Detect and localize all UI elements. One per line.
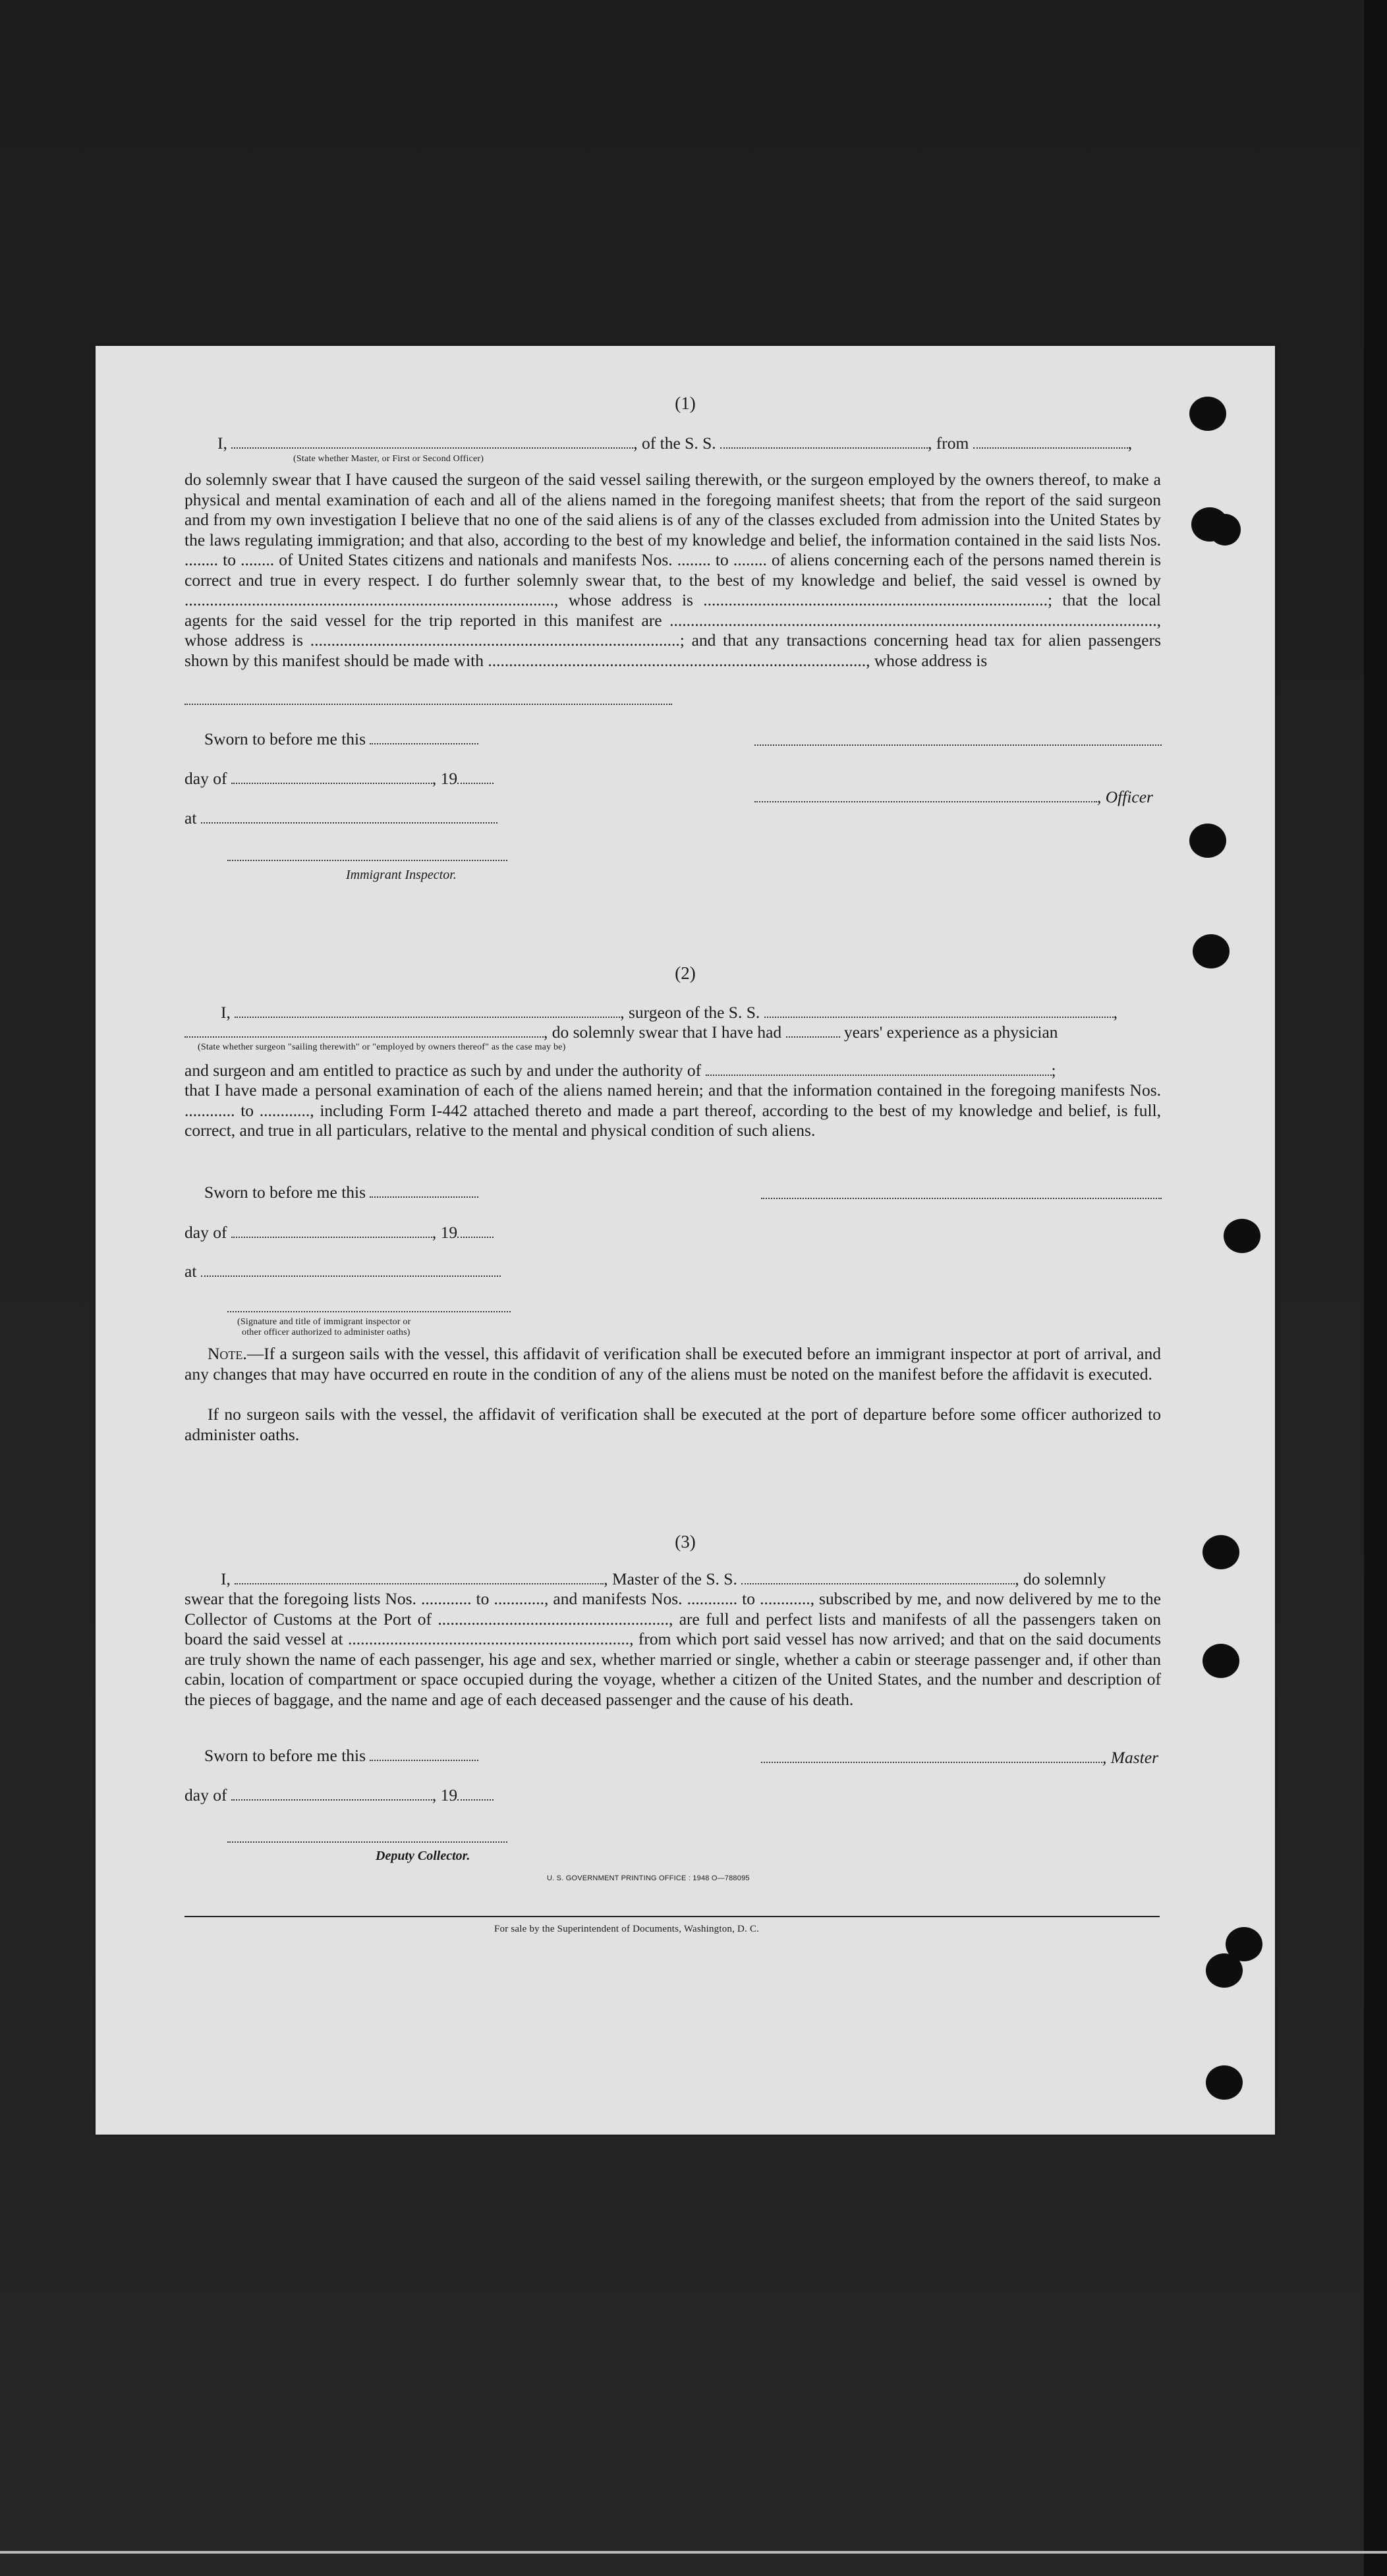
s2-sig-note-1: (Signature and title of immigrant inspector or bbox=[237, 1317, 411, 1327]
s2-authority-end: ; bbox=[1051, 1061, 1056, 1080]
s2-line-1 bbox=[221, 1003, 1118, 1022]
s3-sworn-label: Sworn to before me this bbox=[204, 1746, 366, 1765]
s1-year-label: , 19 bbox=[432, 769, 458, 788]
section-2-number: (2) bbox=[675, 963, 696, 983]
s1-of-ss-label: , of the S. S. bbox=[633, 434, 716, 453]
s1-at-label: at bbox=[184, 808, 197, 827]
s2-sig-note-2: other officer authorized to administer oaths) bbox=[242, 1328, 410, 1337]
affidavit-page bbox=[96, 346, 1275, 2135]
s2-surgeon-label: , surgeon of the S. S. bbox=[620, 1003, 760, 1022]
s1-at-line bbox=[184, 808, 497, 828]
s1-officer-label: , Officer bbox=[1097, 787, 1153, 806]
s1-i-label: I, bbox=[217, 434, 227, 453]
s3-i-label: I, bbox=[221, 1569, 231, 1588]
s2-note-label: Note. bbox=[208, 1344, 247, 1363]
s1-oath-paragraph: do solemnly swear that I have caused the surgeon of the said vessel sailing therewith, or the surgeon employed by the owners thereof, to make a physical and mental examination of each and all of the aliens named in the foregoing manifest sheets; that from the report of the said surgeon and from my own investigation I believe that no one of the said aliens is of any of the classes excluded from admission into the United States by the laws regulating immigration; and that also, according to the best of my knowledge and belief, the information contained in the said lists Nos. ........ to ........ of United States citizens and nationals and manifests Nos. ........ to ........ of aliens concerning each of the persons named therein is correct and true in every respect. I do further solemnly swear that, to the best of my knowledge and belief, the said vessel is owned by ........................................................................................, whose address is ..................................................................................; that the local agents for the said vessel for the trip reported in this manifest are ...................................................................................................................., whose address is ........................................................................................; and that any transactions concerning head tax for alien passengers shown by this manifest should be made with .........................................................................................., whose address is bbox=[184, 470, 1161, 670]
s1-vessel-blank[interactable] bbox=[720, 435, 928, 449]
s2-sworn-blank[interactable] bbox=[370, 1185, 478, 1198]
s3-day-label: day of bbox=[184, 1785, 227, 1805]
s1-line-end: , bbox=[1127, 434, 1133, 453]
s2-note-1 bbox=[184, 1344, 1161, 1384]
s2-vessel-blank[interactable] bbox=[764, 1005, 1114, 1018]
s2-authority-line bbox=[184, 1061, 1056, 1080]
gpo-imprint: U. S. GOVERNMENT PRINTING OFFICE : 1948 O—788095 bbox=[547, 1874, 750, 1882]
section-3-number: (3) bbox=[675, 1532, 696, 1552]
scanner-edge bbox=[1364, 0, 1387, 2576]
s3-sworn-blank[interactable] bbox=[370, 1748, 478, 1761]
s2-signature-blank[interactable] bbox=[761, 1198, 1162, 1199]
s3-master-name-blank[interactable] bbox=[235, 1571, 604, 1584]
s1-inspector-signature-blank[interactable] bbox=[227, 860, 507, 861]
s2-sub-note: (State whether surgeon "sailing therewith" or "employed by owners thereof" as the case may be) bbox=[198, 1042, 566, 1052]
s2-note-1-text: —If a surgeon sails with the vessel, this affidavit of verification shall be executed before an immigrant inspector at port of arrival, and any changes that may have occurred en route in the condition of any of the aliens must be noted on the manifest before the affidavit is executed. bbox=[184, 1344, 1161, 1384]
s3-vessel-blank[interactable] bbox=[741, 1571, 1015, 1584]
s3-year-label: , 19 bbox=[432, 1785, 458, 1805]
section-1-line-1 bbox=[217, 434, 1132, 453]
punch-hole bbox=[1206, 2065, 1243, 2100]
punch-hole bbox=[1189, 824, 1226, 858]
s2-day-label: day of bbox=[184, 1223, 227, 1242]
s2-authority-blank[interactable] bbox=[706, 1063, 1052, 1076]
s2-at-line bbox=[184, 1262, 501, 1281]
s2-day-line bbox=[184, 1223, 494, 1243]
s2-year-blank[interactable] bbox=[457, 1225, 494, 1238]
s3-line-1 bbox=[221, 1569, 1106, 1589]
s3-master-label: , Master of the S. S. bbox=[604, 1569, 737, 1588]
punch-hole bbox=[1203, 1644, 1239, 1678]
s3-deputy-title: Deputy Collector. bbox=[376, 1849, 470, 1863]
s2-at-label: at bbox=[184, 1262, 197, 1281]
s1-day-label: day of bbox=[184, 769, 227, 788]
s1-officer-blank[interactable] bbox=[754, 789, 1097, 802]
s1-sub-note: (State whether Master, or First or Second Officer) bbox=[293, 454, 484, 464]
s1-at-blank[interactable] bbox=[201, 810, 497, 824]
s1-officer-name-blank[interactable] bbox=[231, 435, 633, 449]
s2-day-blank[interactable] bbox=[231, 1225, 432, 1238]
s1-address-blank[interactable] bbox=[184, 704, 672, 705]
punch-hole bbox=[1224, 1219, 1260, 1253]
s3-day-blank[interactable] bbox=[231, 1787, 432, 1801]
s3-sworn-line bbox=[204, 1746, 478, 1766]
s2-sworn-line bbox=[204, 1183, 478, 1202]
s3-oath-paragraph: swear that the foregoing lists Nos. ............ to ............, and manifests Nos. ............ to ............, subscribed by me, and now delivered by me to the Collector of Customs at the Port of ......................................................., are full and perfect lists and manifests of all the passengers taken on board the said vessel at ..................................................................., from which port said vessel has now arrived; and that on the said documents are truly shown the name of each passenger, his age and sex, whether married or single, whether a cabin or steerage passenger and, if other than cabin, location of compartment or space occupied during the voyage, whether a citizen of the United States, and the number and description of the pieces of baggage, and the name and age of each deceased passenger and the cause of his death. bbox=[184, 1589, 1161, 1709]
s1-from-label: , from bbox=[928, 434, 969, 453]
s2-note-2: If no surgeon sails with the vessel, the affidavit of verification shall be executed at the port of departure before some officer authorized to administer oaths. bbox=[184, 1405, 1161, 1444]
s2-at-blank[interactable] bbox=[201, 1264, 501, 1277]
s2-years-blank[interactable] bbox=[786, 1024, 840, 1038]
s2-officer-signature-blank[interactable] bbox=[227, 1311, 511, 1312]
s1-inspector-title: Immigrant Inspector. bbox=[346, 868, 457, 882]
s2-swear-label: , do solemnly swear that I have had bbox=[544, 1022, 782, 1042]
footer-rule bbox=[184, 1916, 1160, 1917]
s3-year-blank[interactable] bbox=[457, 1787, 494, 1801]
s3-master-signature-blank[interactable] bbox=[761, 1750, 1102, 1763]
s1-sworn-line bbox=[204, 729, 478, 749]
s2-sworn-label: Sworn to before me this bbox=[204, 1183, 366, 1202]
punch-hole bbox=[1206, 1953, 1243, 1988]
s2-examination-paragraph: that I have made a personal examination of each of the aliens named herein; and that the information contained in the foregoing manifests Nos. ............ to ............, including Form I-442 attached thereto and made a part thereof, according to the best of my knowledge and belief, is full, correct, and true in all particulars, relative to the mental and physical condition of such aliens. bbox=[184, 1080, 1161, 1140]
s2-status-blank[interactable] bbox=[184, 1024, 544, 1038]
s1-day-blank[interactable] bbox=[231, 771, 432, 784]
s3-swear-label: , do solemnly bbox=[1015, 1569, 1106, 1588]
s1-officer-line bbox=[754, 787, 1153, 807]
s1-sworn-label: Sworn to before me this bbox=[204, 729, 366, 748]
sale-notice: For sale by the Superintendent of Documents, Washington, D. C. bbox=[494, 1924, 760, 1934]
s1-year-blank[interactable] bbox=[457, 771, 494, 784]
s2-authority-label: and surgeon and am entitled to practice as such by and under the authority of bbox=[184, 1061, 702, 1080]
s2-years-label: years' experience as a physician bbox=[843, 1022, 1058, 1042]
s3-master-sig-label: , Master bbox=[1102, 1748, 1158, 1767]
s1-day-line bbox=[184, 769, 494, 789]
s3-master-sig-line bbox=[761, 1748, 1158, 1768]
s3-deputy-signature-blank[interactable] bbox=[227, 1841, 507, 1843]
s2-line-end: , bbox=[1113, 1003, 1118, 1022]
scanner-line bbox=[0, 2551, 1387, 2554]
s1-from-blank[interactable] bbox=[973, 435, 1128, 449]
s3-day-line bbox=[184, 1785, 494, 1805]
s2-line-2 bbox=[184, 1022, 1058, 1042]
s1-sworn-blank[interactable] bbox=[370, 731, 478, 744]
section-1-number: (1) bbox=[675, 393, 696, 413]
s1-signature-blank[interactable] bbox=[754, 744, 1162, 746]
s2-year-label: , 19 bbox=[432, 1223, 458, 1242]
s2-i-label: I, bbox=[221, 1003, 231, 1022]
punch-hole bbox=[1209, 514, 1241, 546]
s2-surgeon-name-blank[interactable] bbox=[235, 1005, 620, 1018]
